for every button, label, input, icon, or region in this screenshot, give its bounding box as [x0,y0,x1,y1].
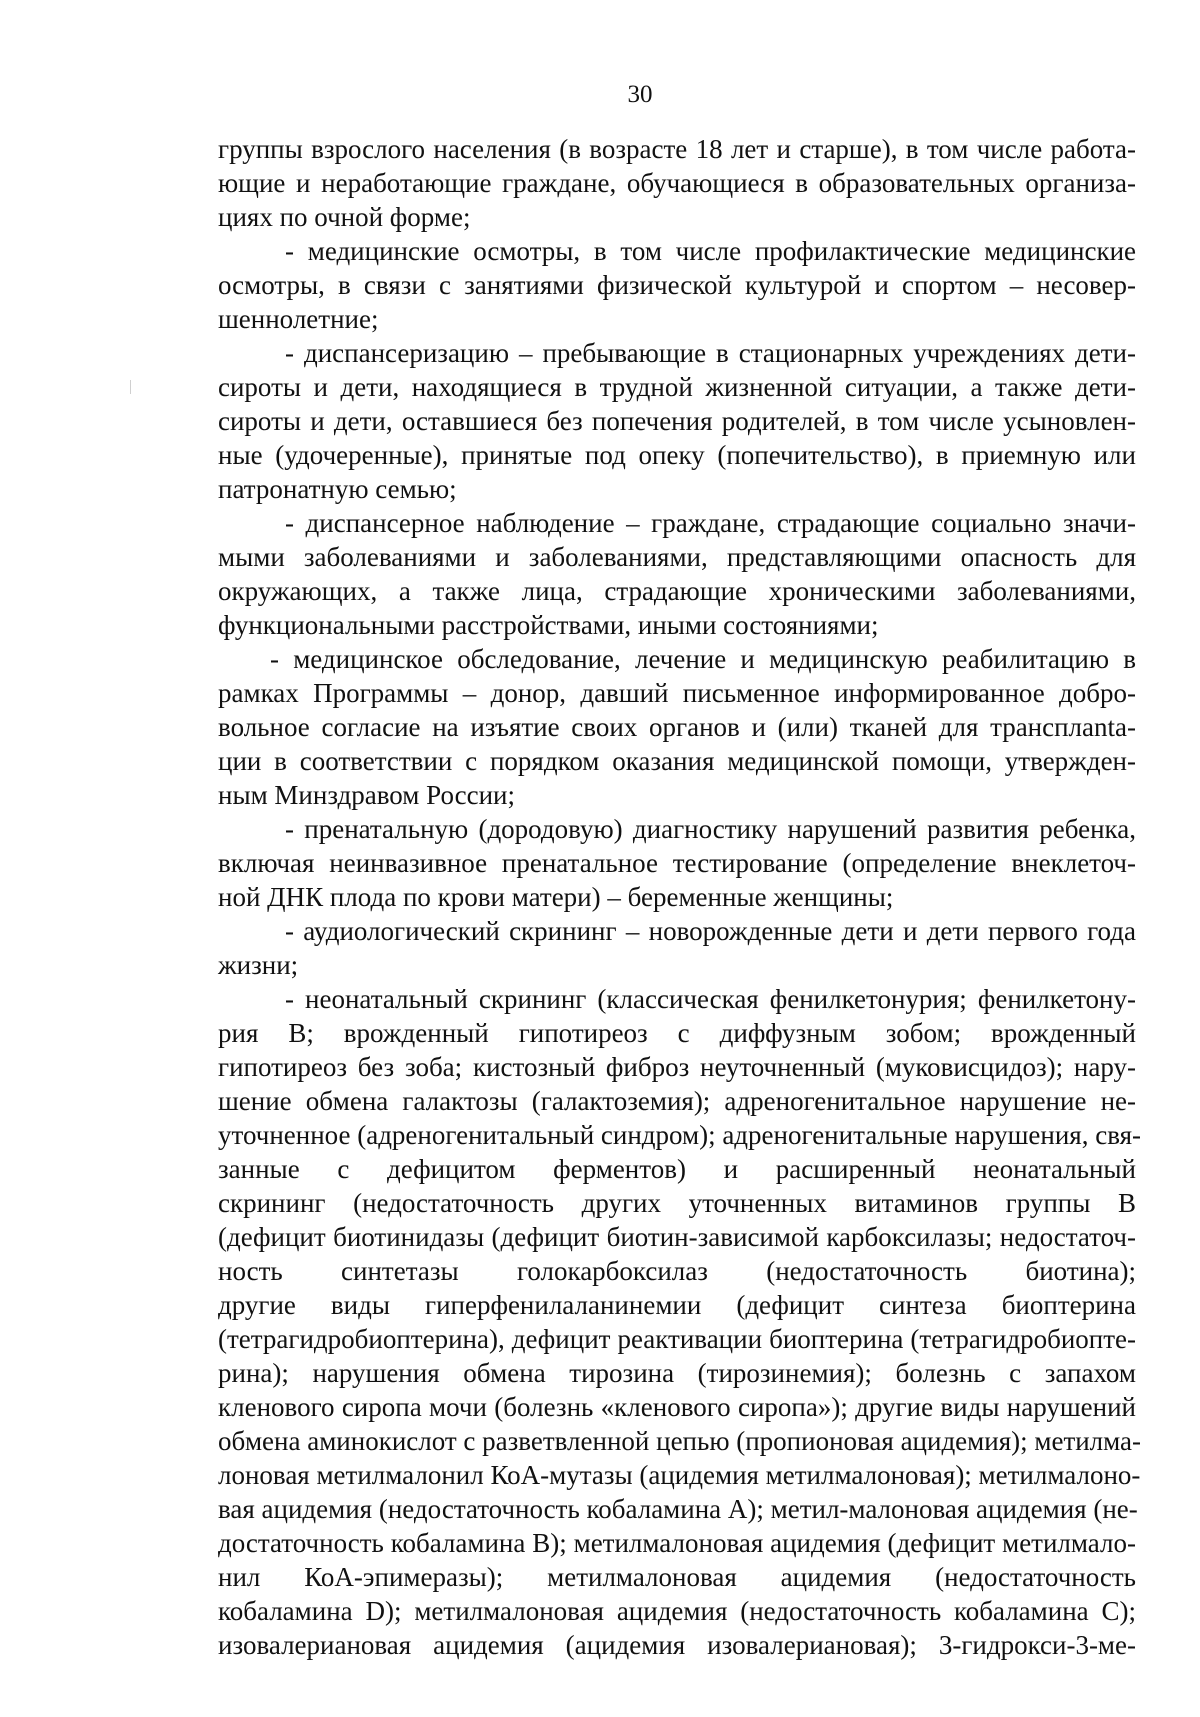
text-line: кобаламина D); метилмалоновая ацидемия (недостаточность кобаламина С); [218,1596,1136,1626]
text-line: ной ДНК плода по крови матери) – беременные женщины; [218,882,894,912]
text-line: (дефицит биотинидазы (дефицит биотин-зависимой карбоксилазы; недостаточ- [218,1222,1136,1252]
text-line: изовалериановая ацидемия (ацидемия изовалериановая); 3-гидрокси-3-ме- [218,1630,1136,1660]
text-line: патронатную семью; [218,474,457,504]
text-line: сироты и дети, оставшиеся без попечения родителей, в том числе усыновлен- [218,406,1136,436]
margin-mark [130,380,131,394]
text-line: рамках Программы – донор, давший письменное информированное добро- [218,678,1136,708]
text-line: - медицинские осмотры, в том числе профилактические медицинские [285,236,1136,266]
text-line: функциональными расстройствами, иными состояниями; [218,610,879,640]
body-text [218,132,1142,1662]
text-line: шеннолетние; [218,304,379,334]
text-line: обмена аминокислот с разветвленной цепью (пропионовая ацидемия); метилма- [218,1426,1142,1456]
text-line: - медицинское обследование, лечение и медицинскую реабилитацию в [270,644,1136,674]
text-line: жизни; [218,950,299,980]
text-line: занные с дефицитом ферментов) и расширенный неонатальный [218,1154,1136,1184]
text-line: уточненное (адреногенитальный синдром); адреногенитальные нарушения, свя- [218,1120,1141,1150]
text-line: группы взрослого населения (в возрасте 18 лет и старше), в том числе работа- [218,134,1136,164]
text-line: гипотиреоз без зоба; кистозный фиброз неуточненный (муковисцидоз); нару- [218,1052,1136,1082]
text-line: рина); нарушения обмена тирозина (тирозинемия); болезнь с запахом [218,1358,1136,1388]
text-line: шение обмена галактозы (галактоземия); адреногенитальное нарушение не- [218,1086,1136,1116]
text-line: включая неинвазивное пренатальное тестирование (определение внеклеточ- [218,848,1136,878]
text-line: ющие и неработающие граждане, обучающиеся в образовательных организа- [218,168,1136,198]
page-number: 30 [627,81,653,108]
text-line: - пренатальную (дородовую) диагностику нарушений развития ребенка, [285,814,1136,844]
text-line: вольное согласие на изъятие своих органов и (или) тканей для трансплanta- [218,712,1136,742]
text-line: мыми заболеваниями и заболеваниями, представляющими опасность для [218,542,1136,572]
text-line: сироты и дети, находящиеся в трудной жизненной ситуации, а также дети- [218,372,1136,402]
text-line: - аудиологический скрининг – новорожденные дети и дети первого года [285,916,1136,946]
text-line: другие виды гиперфенилаланинемии (дефицит синтеза биоптерина [218,1290,1136,1320]
text-line: ность синтетазы голокарбоксилаз (недостаточность биотина); [218,1256,1136,1286]
text-line: лоновая метилмалонил КоА-мутазы (ацидемия метилмалоновая); метилмалоно- [218,1460,1141,1490]
text-line: (тетрагидробиоптерина), дефицит реактивации биоптерина (тетрагидробиопте- [218,1324,1136,1354]
text-line: ным Минздравом России; [218,780,515,810]
text-line: - неонатальный скрининг (классическая фенилкетонурия; фенилкетону- [285,984,1136,1014]
text-line: достаточность кобаламина В); метилмалоновая ацидемия (дефицит метилмало- [218,1528,1136,1558]
text-line: окружающих, а также лица, страдающие хроническими заболеваниями, [218,576,1136,606]
text-line: нил КоА-эпимеразы); метилмалоновая ацидемия (недостаточность [218,1562,1136,1592]
text-line: - диспансерное наблюдение – граждане, страдающие социально значи- [285,508,1136,538]
text-line: ции в соответствии с порядком оказания медицинской помощи, утвержден- [218,746,1136,776]
text-line: - диспансеризацию – пребывающие в стационарных учреждениях дети- [285,338,1136,368]
text-line: кленового сиропа мочи (болезнь «кленового сиропа»); другие виды нарушений [218,1392,1136,1422]
text-line: скрининг (недостаточность других уточненных витаминов группы В [218,1188,1136,1218]
text-line: вая ацидемия (недостаточность кобаламина А); метил-малоновая ацидемия (не- [218,1494,1138,1524]
text-line: рия В; врожденный гипотиреоз с диффузным зобом; врожденный [218,1018,1136,1048]
text-line: ные (удочеренные), принятые под опеку (попечительство), в приемную или [218,440,1136,470]
text-line: циях по очной форме; [218,202,471,232]
text-line: осмотры, в связи с занятиями физической культурой и спортом – несовер- [218,270,1136,300]
